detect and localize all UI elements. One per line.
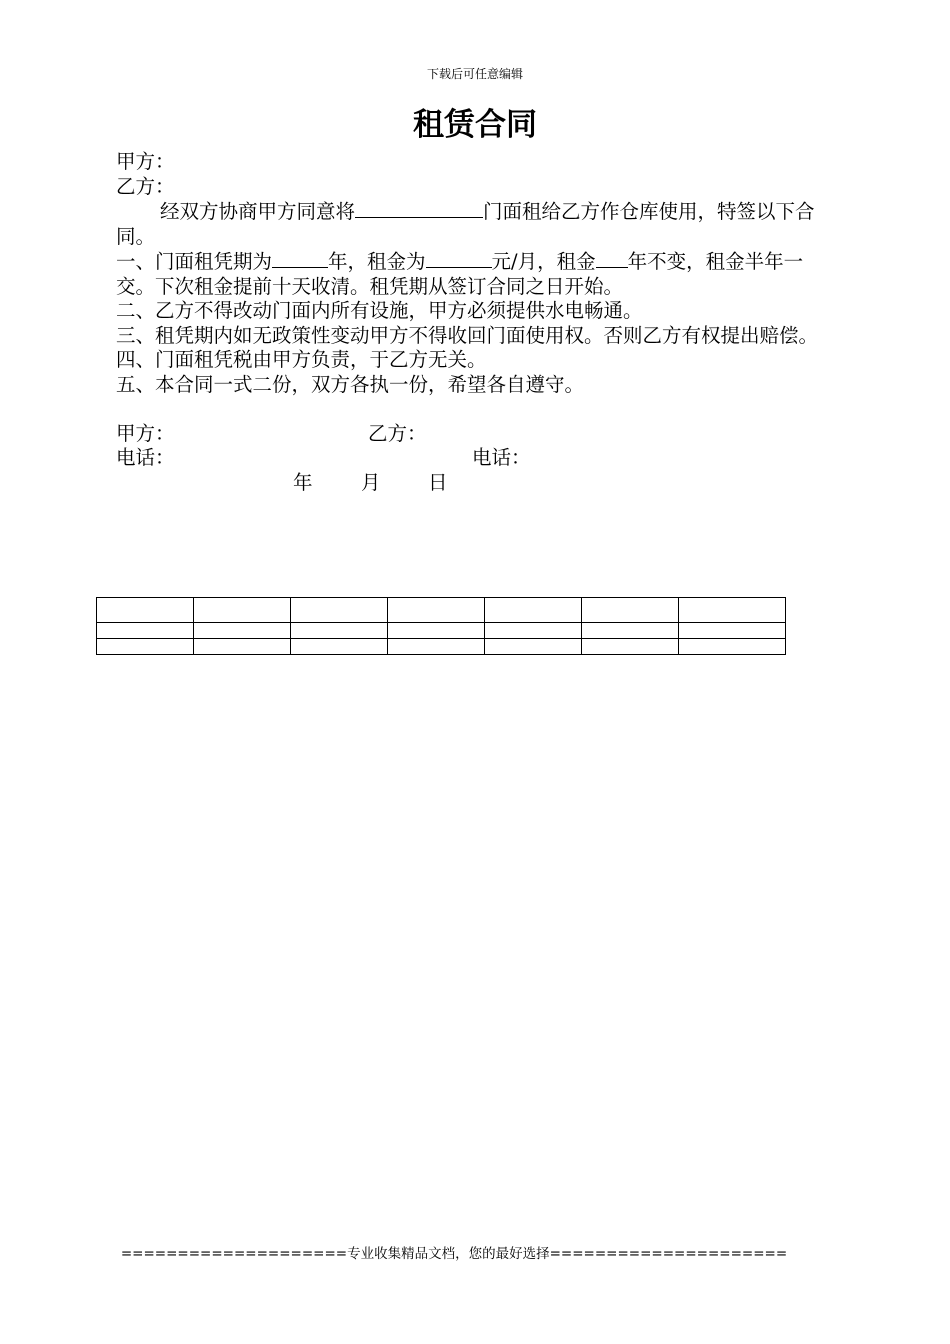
clause-3: 三、租凭期内如无政策性变动甲方不得收回门面使用权。否则乙方有权提出赔偿。 [116,323,819,347]
date-month: 月 [361,470,381,494]
clause-4: 四、门面租凭税由甲方负责，于乙方无关。 [116,348,487,371]
table-cell [194,623,291,639]
clause-1-text-1: 一、门面租凭期为 [116,250,273,273]
header-note: 下载后可任意编辑 [426,67,523,81]
storefront-blank [355,199,483,218]
table-cell [485,598,582,623]
table-cell [582,639,679,655]
signature-party-a: 甲方： [116,421,175,445]
rent-amount-blank [426,249,492,268]
clause-5: 五、本合同一式二份，双方各执一份，希望各自遵守。 [116,372,585,396]
clause-1-text-3: 元/月，租金 [491,250,596,273]
date-year: 年 [293,470,313,494]
signature-party-b: 乙方： [368,421,427,445]
footer-note: ====================专业收集精品文档，您的最好选择===================== [120,1246,788,1262]
intro-text-1: 经双方协商甲方同意将 [160,200,356,223]
table-cell [679,623,786,639]
table-cell [291,623,388,639]
signature-party-row [116,422,836,447]
intro-text-2: 门面租给乙方作仓库使用，特签以下合同。 [116,200,815,248]
phone-b-label: 电话： [472,446,531,469]
table-cell [291,598,388,623]
clause-1-text-2: 年，租金为 [328,250,426,273]
intro-paragraph [116,199,836,249]
table-cell [97,639,194,655]
table-cell [582,598,679,623]
table-cell [485,639,582,655]
fixed-years-blank [596,249,628,268]
party-a-line: 甲方： [116,150,175,173]
table-cell [194,639,291,655]
table-cell [194,598,291,623]
table-cell [97,623,194,639]
empty-table [96,597,786,655]
table-cell [679,598,786,623]
table-row [97,598,786,623]
table-cell [388,598,485,623]
signature-phone-row [116,446,836,471]
party-b-line: 乙方： [116,174,175,198]
table-cell [485,623,582,639]
table-cell [582,623,679,639]
table-row [97,639,786,655]
spacer [116,397,836,422]
clause-1 [116,249,836,299]
date-day: 日 [428,470,448,494]
table-cell [291,639,388,655]
table-cell [679,639,786,655]
date-row [116,471,836,496]
document-title: 租赁合同 [413,107,537,143]
term-years-blank [272,249,328,268]
table-cell [388,623,485,639]
clause-1-text-4: 年不变，租金半年一交。下次租金提前十天收清。租凭期从签订合同之日开始。 [116,250,804,298]
contract-body [116,150,836,495]
table-row [97,623,786,639]
table-cell [388,639,485,655]
phone-a-label: 电话： [116,446,175,469]
clause-2: 二、乙方不得改动门面内所有设施，甲方必须提供水电畅通。 [116,299,643,322]
table-cell [97,598,194,623]
